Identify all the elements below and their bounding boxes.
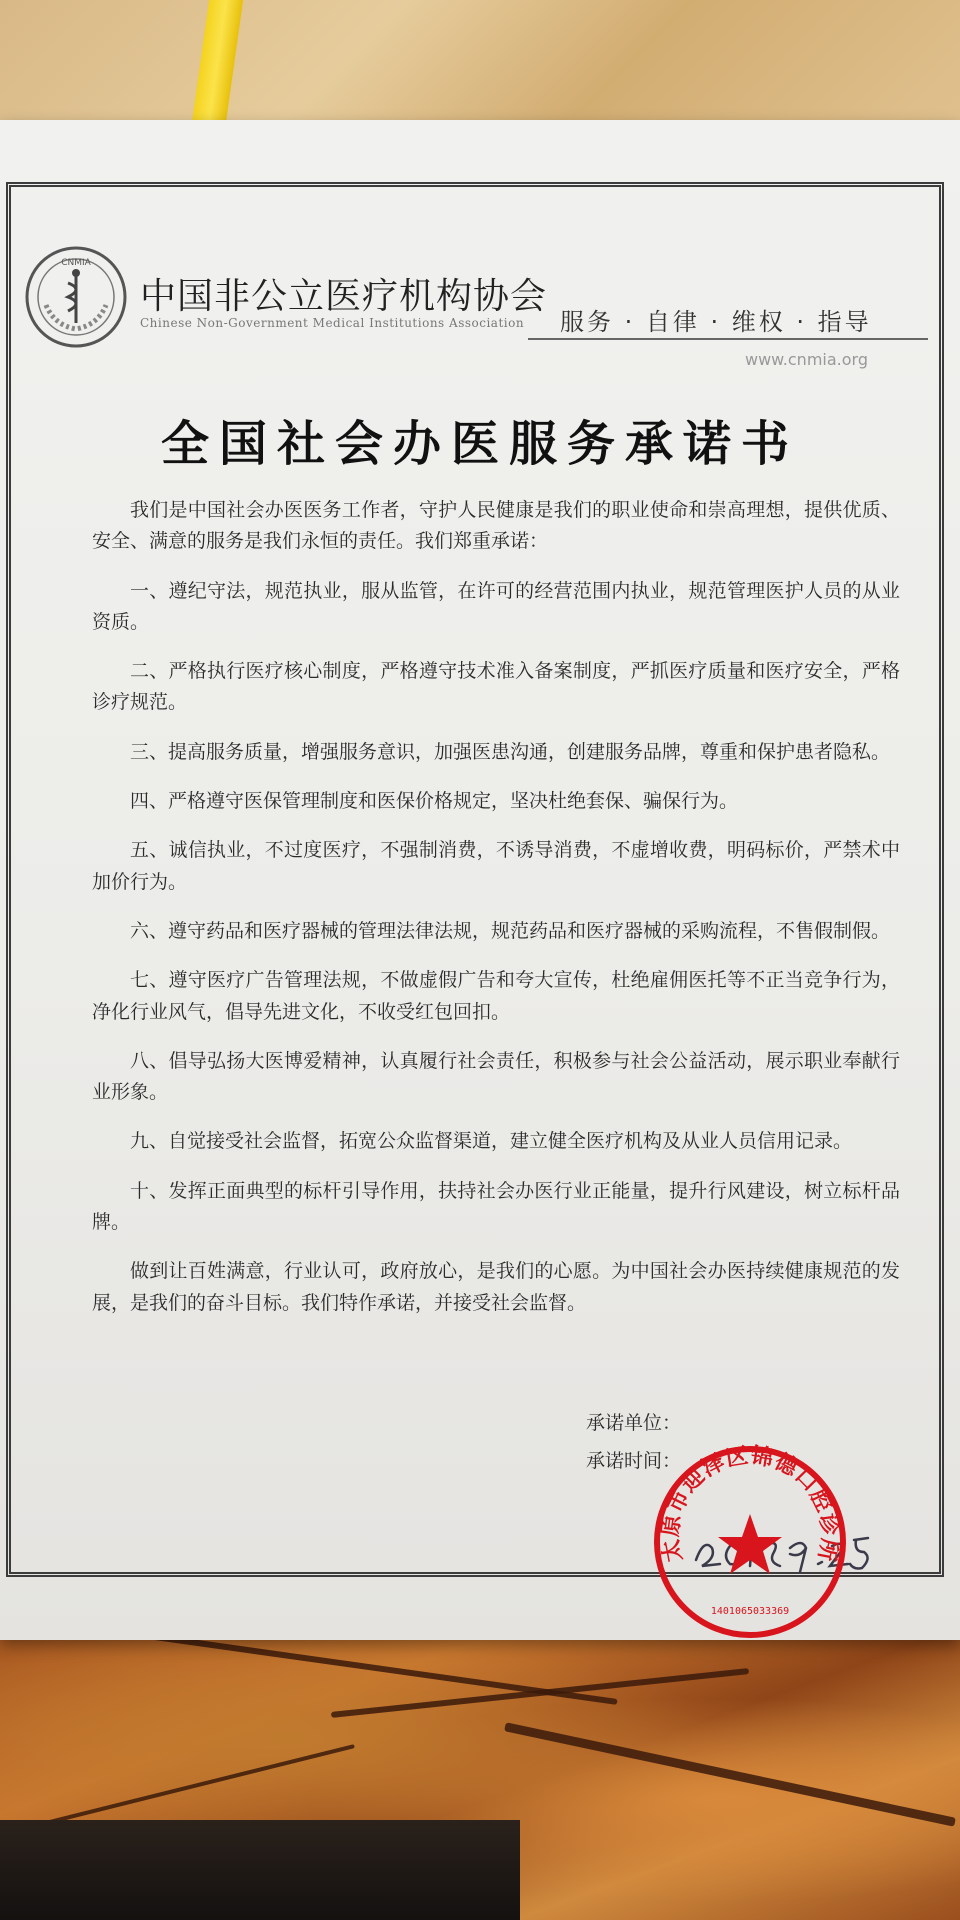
association-website: www.cnmia.org [745,350,868,369]
paragraph: 十、发挥正面典型的标杆引导作用，扶持社会办医行业正能量，提升行风建设，树立标杆品牌。 [92,1179,900,1234]
paragraph: 二、严格执行医疗核心制度，严格遵守技术准入备案制度，严抓医疗质量和医疗安全，严格诊疗规范。 [92,660,900,714]
paragraph: 三、提高服务质量，增强服务意识，加强医患沟通，创建服务品牌，尊重和保护患者隐私。 [130,740,891,763]
marble-vein [331,1668,749,1718]
official-seal-icon [650,1442,850,1642]
paragraph: 做到让百姓满意，行业认可，政府放心，是我们的心愿。为中国社会办医持续健康规范的发展，是我们的奋斗目标。我们特作承诺，并接受社会监督。 [92,1260,900,1314]
document-paper [0,120,960,1640]
document-body [92,495,900,1337]
association-name-english: Chinese Non-Government Medical Institutions Association [140,316,525,330]
seal-text: 太原市迎泽区锦德口腔诊所 [658,1443,842,1564]
commitment-unit-label: 承诺单位： [586,1412,682,1434]
document-title: 全国社会办医服务承诺书 [160,416,799,472]
svg-text:CNMIA: CNMIA [61,258,91,268]
paragraph: 五、诚信执业，不过度医疗，不强制消费，不诱导消费，不虚增收费，明码标价，严禁术中加价行为。 [92,839,900,893]
paragraph: 我们是中国社会办医医务工作者，守护人民健康是我们的职业使命和崇高理想，提供优质、安全、满意的服务是我们永恒的责任。我们郑重承诺： [92,499,900,553]
association-name: 中国非公立医疗机构协会 [140,276,548,317]
dark-floor [0,1820,520,1920]
paragraph: 九、自觉接受社会监督，拓宽公众监督渠道，建立健全医疗机构及从业人员信用记录。 [130,1130,853,1153]
association-slogan: 服务 · 自律 · 维权 · 指导 [560,308,872,336]
paragraph: 四、严格遵守医保管理制度和医保价格规定，坚决杜绝套保、骗保行为。 [130,790,739,813]
paragraph: 六、遵守药品和医疗器械的管理法律法规，规范药品和医疗器械的采购流程，不售假制假。 [130,919,891,942]
paragraph: 七、遵守医疗广告管理法规，不做虚假广告和夸大宣传，杜绝雇佣医托等不正当竞争行为，净化行业风气，倡导先进文化，不收受红包回扣。 [92,969,900,1023]
paragraph: 一、遵纪守法，规范执业，服从监管，在许可的经营范围内执业，规范管理医护人员的从业资质。 [92,579,900,633]
seal-number: 1401065033369 [710,1606,790,1617]
commitment-time-label: 承诺时间： [586,1450,682,1472]
marble-vein [504,1722,956,1826]
association-logo-icon [24,245,128,349]
header-divider [528,338,928,340]
paragraph: 八、倡导弘扬大医博爱精神，认真履行社会责任，积极参与社会公益活动，展示职业奉献行业形象。 [92,1049,900,1104]
